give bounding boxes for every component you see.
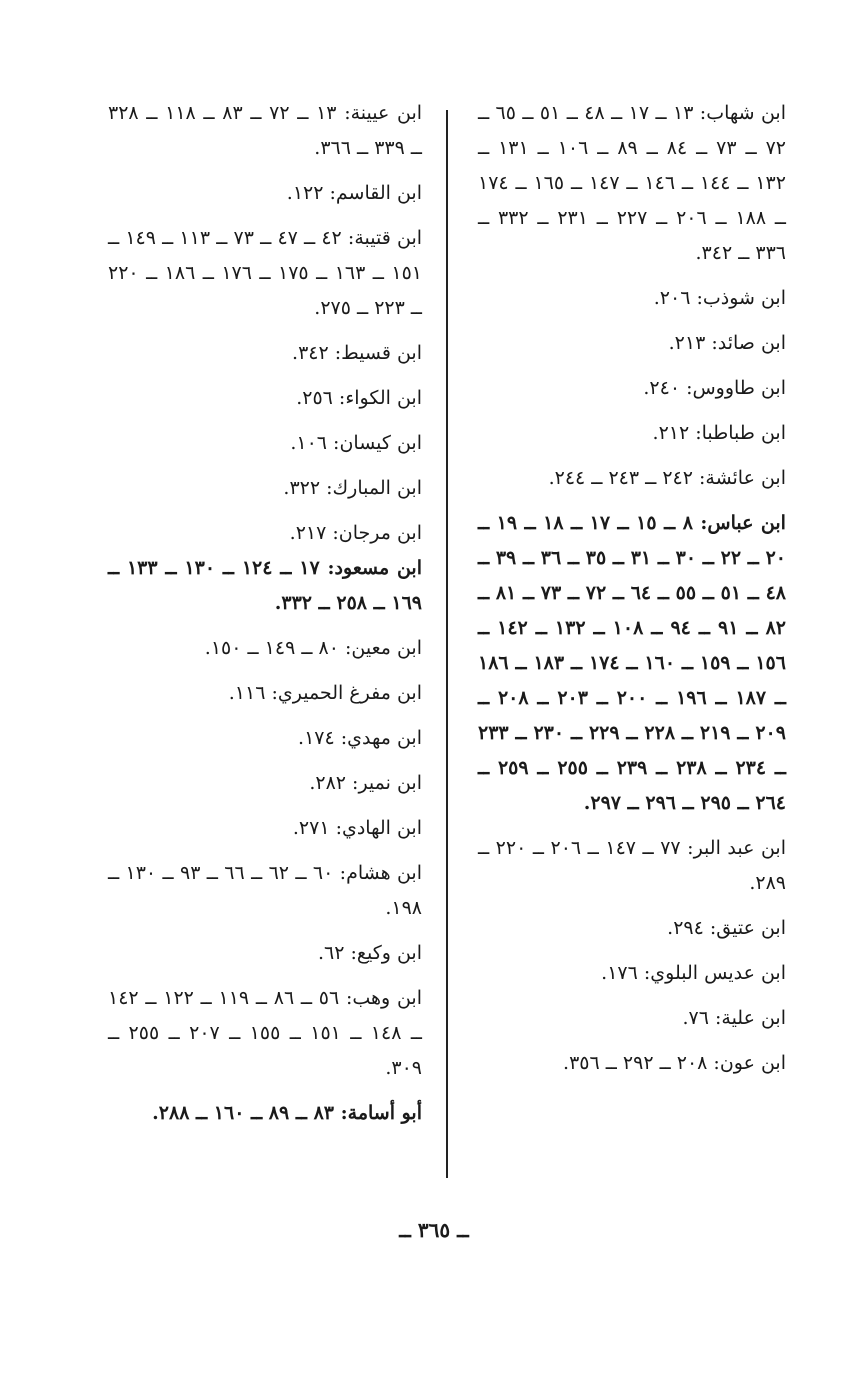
index-entry: ابن هشام: ٦٠ ــ ٦٢ ــ ٦٦ ــ ٩٣ ــ ١٣٠ ــ ١٩٨. — [108, 862, 422, 919]
index-entry: ابن نمير: ٢٨٢. — [309, 772, 422, 794]
index-entry: ابن طباطبا: ٢١٢. — [652, 422, 786, 444]
index-entry: ابن كيسان: ١٠٦. — [290, 432, 422, 454]
index-entry: ابن صائد: ٢١٣. — [668, 332, 786, 354]
index-entry: ابن شوذب: ٢٠٦. — [653, 287, 786, 309]
index-entry: ابن عديس البلوي: ١٧٦. — [601, 962, 786, 984]
index-entry: ابن قتيبة: ٤٢ ــ ٤٧ ــ ٧٣ ــ ١١٣ ــ ١٤٩ ــ ١٥١ ــ ١٦٣ ــ ١٧٥ ــ ١٧٦ ــ ١٨٦ ــ ٢٢٠ ــ ٢٢٣ ــ ٢٧٥. — [108, 227, 423, 319]
index-entry: ابن شهاب: ١٣ ــ ١٧ ــ ٤٨ ــ ٥١ ــ ٦٥ ــ ٧٢ ــ ٧٣ ــ ٨٤ ــ ٨٩ ــ ١٠٦ ــ ١٣١ ــ ١٣٢ ــ ١٤٤ ــ ١٤٦ ــ ١٤٧ ــ ١٦٥ ــ ١٧٤ ــ ١٨٨ ــ ٢٠٦ ــ ٢٢٧ ــ ٢٣١ ــ ٣٣٢ ــ ٣٣٦ ــ ٣٤٢. — [478, 102, 786, 264]
index-entry: ابن مسعود: ١٧ ــ ١٢٤ ــ ١٣٠ ــ ١٣٣ ــ ١٦٩ ــ ٢٥٨ ــ ٣٣٢. — [108, 557, 422, 614]
index-entry: ابن وكيع: ٦٢. — [317, 942, 422, 964]
page-number: ــ ٣٦٥ ــ — [399, 1218, 469, 1242]
index-entry: ابن الكواء: ٢٥٦. — [296, 387, 422, 409]
index-entry: ابن عون: ٢٠٨ ــ ٢٩٢ ــ ٣٥٦. — [563, 1052, 786, 1074]
index-entry: ابن مفرغ الحميري: ١١٦. — [228, 682, 422, 704]
index-entry: ابن المبارك: ٣٢٢. — [283, 477, 422, 499]
index-column-right — [478, 96, 786, 1091]
index-column-left — [108, 96, 422, 1141]
index-entry: ابن مهدي: ١٧٤. — [298, 727, 422, 749]
index-entry: ابن عيينة: ١٣ ــ ٧٢ ــ ٨٣ ــ ١١٨ ــ ٣٢٨ ــ ٣٣٩ ــ ٣٦٦. — [108, 102, 423, 159]
index-entry: ابن قسيط: ٣٤٢. — [292, 342, 422, 364]
index-entry: ابن عبد البر: ٧٧ ــ ١٤٧ ــ ٢٠٦ ــ ٢٢٠ ــ ٢٨٩. — [478, 837, 786, 894]
index-entry: ابن وهب: ٥٦ ــ ٨٦ ــ ١١٩ ــ ١٢٢ ــ ١٤٢ ــ ١٤٨ ــ ١٥١ ــ ١٥٥ ــ ٢٠٧ ــ ٢٥٥ ــ ٣٠٩. — [108, 987, 422, 1079]
index-entry: أبو أسامة: ٨٣ ــ ٨٩ ــ ١٦٠ ــ ٢٨٨. — [152, 1102, 422, 1124]
index-entry: ابن معين: ٨٠ ــ ١٤٩ ــ ١٥٠. — [204, 637, 422, 659]
index-entry: ابن عباس: ٨ ــ ١٥ ــ ١٧ ــ ١٨ ــ ١٩ ــ ٢٠ ــ ٢٢ ــ ٣٠ ــ ٣١ ــ ٣٥ ــ ٣٦ ــ ٣٩ ــ ٤٨ ــ ٥١ ــ ٥٥ ــ ٦٤ ــ ٧٢ ــ ٧٣ ــ ٨١ ــ ٨٢ ــ ٩١ ــ ٩٤ ــ ١٠٨ ــ ١٣٢ ــ ١٤٢ ــ ١٥٦ ــ ١٥٩ ــ ١٦٠ ــ ١٧٤ ــ ١٨٣ ــ ١٨٦ ــ ١٨٧ ــ ١٩٦ ــ ٢٠٠ ــ ٢٠٣ ــ ٢٠٨ ــ ٢٠٩ ــ ٢١٩ ــ ٢٢٨ ــ ٢٢٩ ــ ٢٣٠ ــ ٢٣٣ ــ ٢٣٤ ــ ٢٣٨ ــ ٢٣٩ ــ ٢٥٥ ــ ٢٥٩ ــ ٢٦٤ ــ ٢٩٥ ــ ٢٩٦ ــ ٢٩٧. — [478, 512, 786, 814]
index-entry: ابن القاسم: ١٢٢. — [286, 182, 422, 204]
index-entry: ابن الهادي: ٢٧١. — [292, 817, 422, 839]
index-entry: ابن طاووس: ٢٤٠. — [643, 377, 786, 399]
index-entry: ابن عائشة: ٢٤٢ ــ ٢٤٣ ــ ٢٤٤. — [548, 467, 786, 489]
index-entry: ابن عتيق: ٢٩٤. — [667, 917, 786, 939]
index-entry: ابن مرجان: ٢١٧. — [289, 522, 422, 544]
column-divider — [446, 110, 448, 1178]
index-entry: ابن علية: ٧٦. — [682, 1007, 786, 1029]
